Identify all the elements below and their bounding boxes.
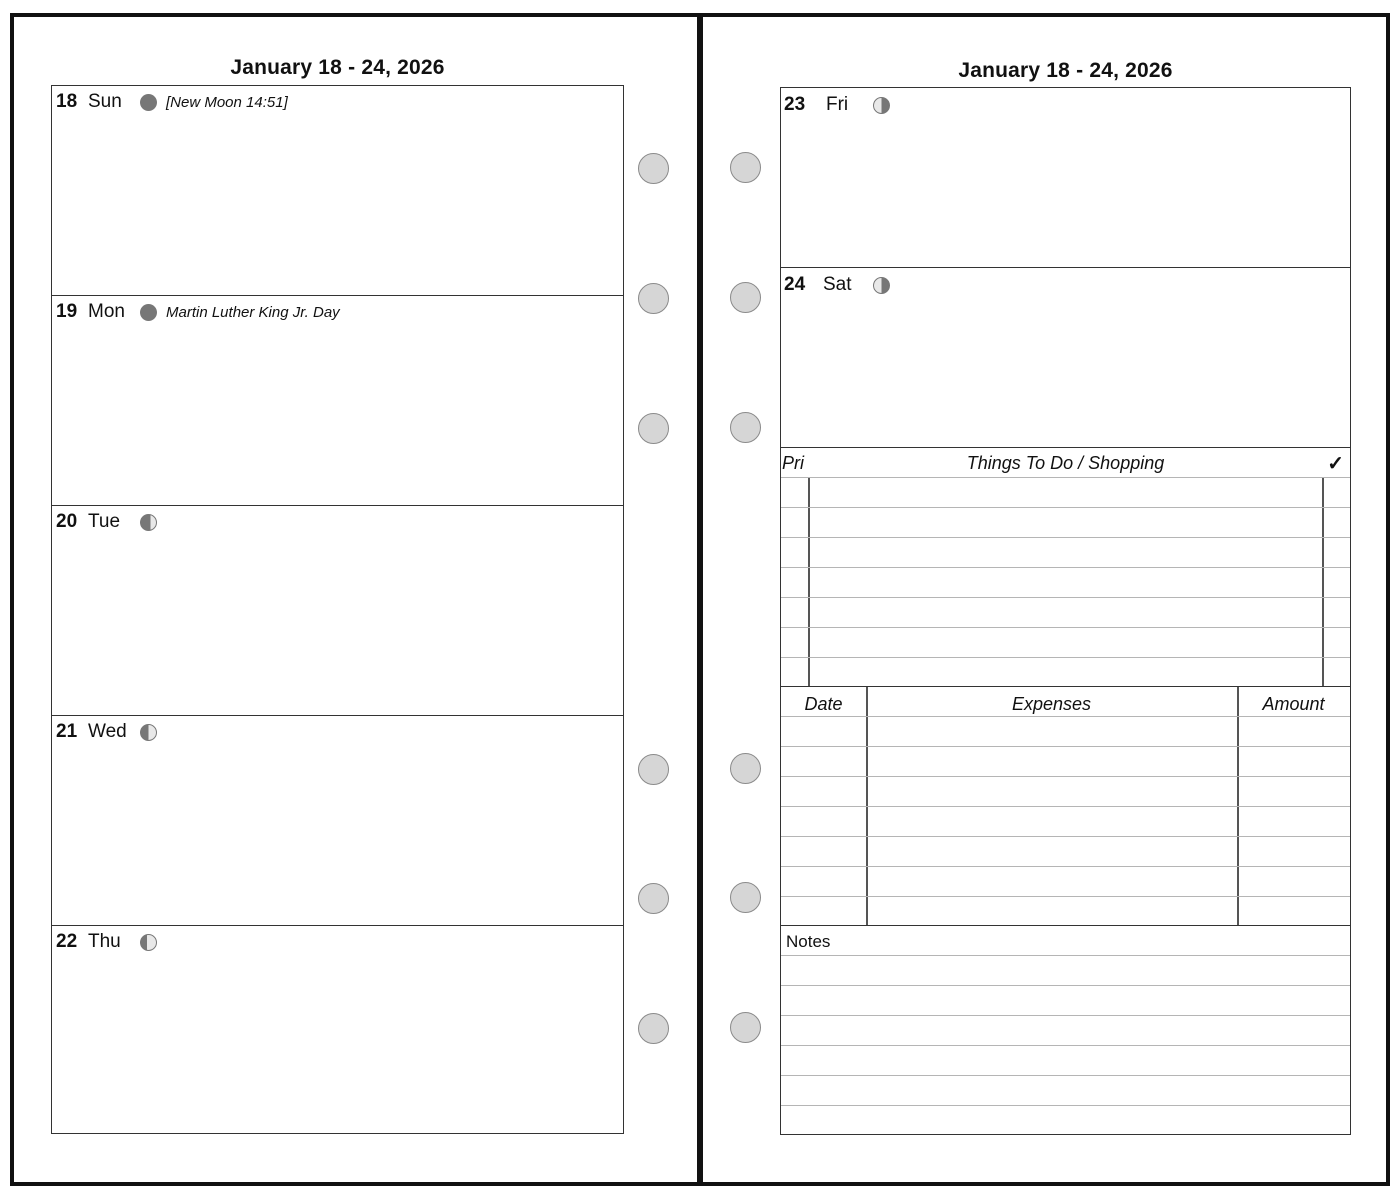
todo-line[interactable] bbox=[781, 507, 1350, 508]
binder-hole bbox=[638, 413, 669, 444]
day-box-22[interactable] bbox=[51, 925, 624, 1134]
expense-line[interactable] bbox=[781, 806, 1350, 807]
day-number: 22 bbox=[56, 931, 78, 952]
new-moon-icon bbox=[140, 304, 157, 321]
day-name: Fri bbox=[826, 94, 849, 115]
day-name: Thu bbox=[88, 931, 121, 952]
binder-hole bbox=[730, 1012, 761, 1043]
binder-hole bbox=[638, 283, 669, 314]
check-header: ✓ bbox=[1327, 453, 1344, 475]
expenses-header: Expenses bbox=[1011, 694, 1092, 714]
day-name: Mon bbox=[88, 301, 125, 322]
holiday-note: Martin Luther King Jr. Day bbox=[166, 303, 340, 321]
notes-line[interactable] bbox=[781, 1075, 1350, 1076]
day-box-18[interactable] bbox=[51, 85, 624, 296]
expenses-section bbox=[780, 686, 1351, 926]
day-number: 18 bbox=[56, 91, 78, 112]
day-number: 24 bbox=[784, 274, 806, 295]
todo-title: Things To Do / Shopping bbox=[966, 453, 1165, 473]
expense-line[interactable] bbox=[781, 896, 1350, 897]
day-box-24[interactable] bbox=[780, 267, 1351, 448]
notes-line[interactable] bbox=[781, 1045, 1350, 1046]
binder-hole bbox=[730, 882, 761, 913]
expense-line[interactable] bbox=[781, 716, 1350, 717]
waxing-crescent-icon bbox=[140, 514, 157, 531]
binder-hole bbox=[730, 412, 761, 443]
waxing-crescent-icon bbox=[140, 724, 157, 741]
binder-hole bbox=[730, 282, 761, 313]
todo-line[interactable] bbox=[781, 597, 1350, 598]
day-number: 19 bbox=[56, 301, 78, 322]
day-name: Wed bbox=[88, 721, 127, 742]
notes-line[interactable] bbox=[781, 1105, 1350, 1106]
first-quarter-moon-icon bbox=[873, 277, 890, 294]
binder-hole bbox=[730, 753, 761, 784]
todo-line[interactable] bbox=[781, 477, 1350, 478]
first-quarter-moon-icon bbox=[873, 97, 890, 114]
notes-line[interactable] bbox=[781, 985, 1350, 986]
notes-line[interactable] bbox=[781, 1015, 1350, 1016]
notes-title: Notes bbox=[786, 932, 831, 951]
binder-hole bbox=[638, 754, 669, 785]
day-number: 21 bbox=[56, 721, 78, 742]
expense-line[interactable] bbox=[781, 866, 1350, 867]
waxing-crescent-icon bbox=[140, 934, 157, 951]
new-moon-icon bbox=[140, 94, 157, 111]
left-page-title: January 18 - 24, 2026 bbox=[230, 56, 445, 79]
todo-section bbox=[780, 447, 1351, 687]
notes-section bbox=[780, 925, 1351, 1135]
day-name: Tue bbox=[88, 511, 121, 532]
amount-header: Amount bbox=[1262, 694, 1325, 714]
expense-line[interactable] bbox=[781, 746, 1350, 747]
expense-line[interactable] bbox=[781, 836, 1350, 837]
day-number: 20 bbox=[56, 511, 78, 532]
todo-line[interactable] bbox=[781, 627, 1350, 628]
day-name: Sat bbox=[823, 274, 852, 295]
moon-phase-note: [New Moon 14:51] bbox=[166, 93, 288, 111]
binder-hole bbox=[730, 152, 761, 183]
day-box-21[interactable] bbox=[51, 715, 624, 926]
priority-column-divider bbox=[808, 478, 810, 686]
binder-hole bbox=[638, 1013, 669, 1044]
check-column-divider bbox=[1322, 478, 1324, 686]
day-number: 23 bbox=[784, 94, 806, 115]
notes-line[interactable] bbox=[781, 955, 1350, 956]
day-box-20[interactable] bbox=[51, 505, 624, 716]
expense-line[interactable] bbox=[781, 776, 1350, 777]
todo-line[interactable] bbox=[781, 567, 1350, 568]
todo-line[interactable] bbox=[781, 657, 1350, 658]
binder-hole bbox=[638, 153, 669, 184]
priority-header: Pri bbox=[782, 453, 804, 473]
right-page-title: January 18 - 24, 2026 bbox=[958, 59, 1173, 82]
day-name: Sun bbox=[88, 91, 122, 112]
day-box-19[interactable] bbox=[51, 295, 624, 506]
binder-hole bbox=[638, 883, 669, 914]
day-box-23[interactable] bbox=[780, 87, 1351, 268]
date-header: Date bbox=[804, 694, 843, 714]
todo-line[interactable] bbox=[781, 537, 1350, 538]
